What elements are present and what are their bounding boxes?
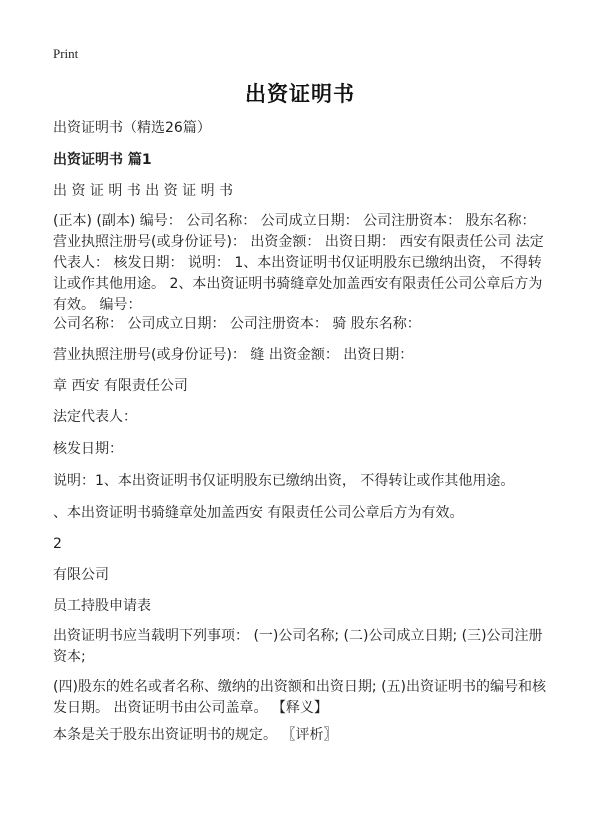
paragraph-seal: 章 西安 有限责任公司 [53, 378, 188, 394]
section-heading: 出资证明书 篇1 [53, 152, 152, 168]
paragraph-limited-company: 有限公司 [53, 567, 109, 583]
paragraph-commentary: 本条是关于股东出资证明书的规定。 〖评析〗 [53, 727, 338, 743]
paragraph-items-2: (四)股东的姓名或者名称、缴纳的出资额和出资日期; (五)出资证明书的编号和核发日期。 出资证明书由公司盖章。 【释义】 [53, 679, 547, 716]
print-link[interactable]: Print [53, 46, 79, 61]
paragraph-company-fields: 公司名称： 公司成立日期： 公司注册资本： 骑 股东名称： [53, 316, 421, 332]
paragraph-issue-date: 核发日期： [53, 441, 123, 457]
paragraph-note-2: 、本出资证明书骑缝章处加盖西安 有限责任公司公章后方为有效。 [53, 505, 464, 521]
paragraph-items-1: 出资证明书应当载明下列事项： (一)公司名称; (二)公司成立日期; (三)公司注册资本; [53, 628, 543, 665]
paragraph-license-fields: 营业执照注册号(或身份证号)： 缝 出资金额： 出资日期： [53, 347, 414, 363]
paragraph-number: 2 [53, 536, 62, 552]
paragraph-intro: (正本) (副本) 编号： 公司名称： 公司成立日期： 公司注册资本： 股东名称： 营业执照注册号(或身份证号)： 出资金额： 出资日期： 西安有限责任公司 法定代表人： 核发日期： 说明： 1、本出资证明书仅证明股东已缴纳出资， 不得转让或作其他用途。 2、本出资证明书骑缝章处加盖西安有限责任公司公章后方为有效。 编号： [53, 213, 544, 313]
paragraph-legal-rep: 法定代表人： [53, 409, 137, 425]
document-subtitle: 出资证明书（精选26篇） [53, 120, 211, 136]
paragraph-employee-form: 员工持股申请表 [53, 598, 151, 614]
paragraph-note-1: 说明：1、本出资证明书仅证明股东已缴纳出资， 不得转让或作其他用途。 [53, 473, 515, 489]
page-title: 出资证明书 [245, 82, 355, 106]
certificate-title-line: 出 资 证 明 书 出 资 证 明 书 [53, 183, 234, 199]
